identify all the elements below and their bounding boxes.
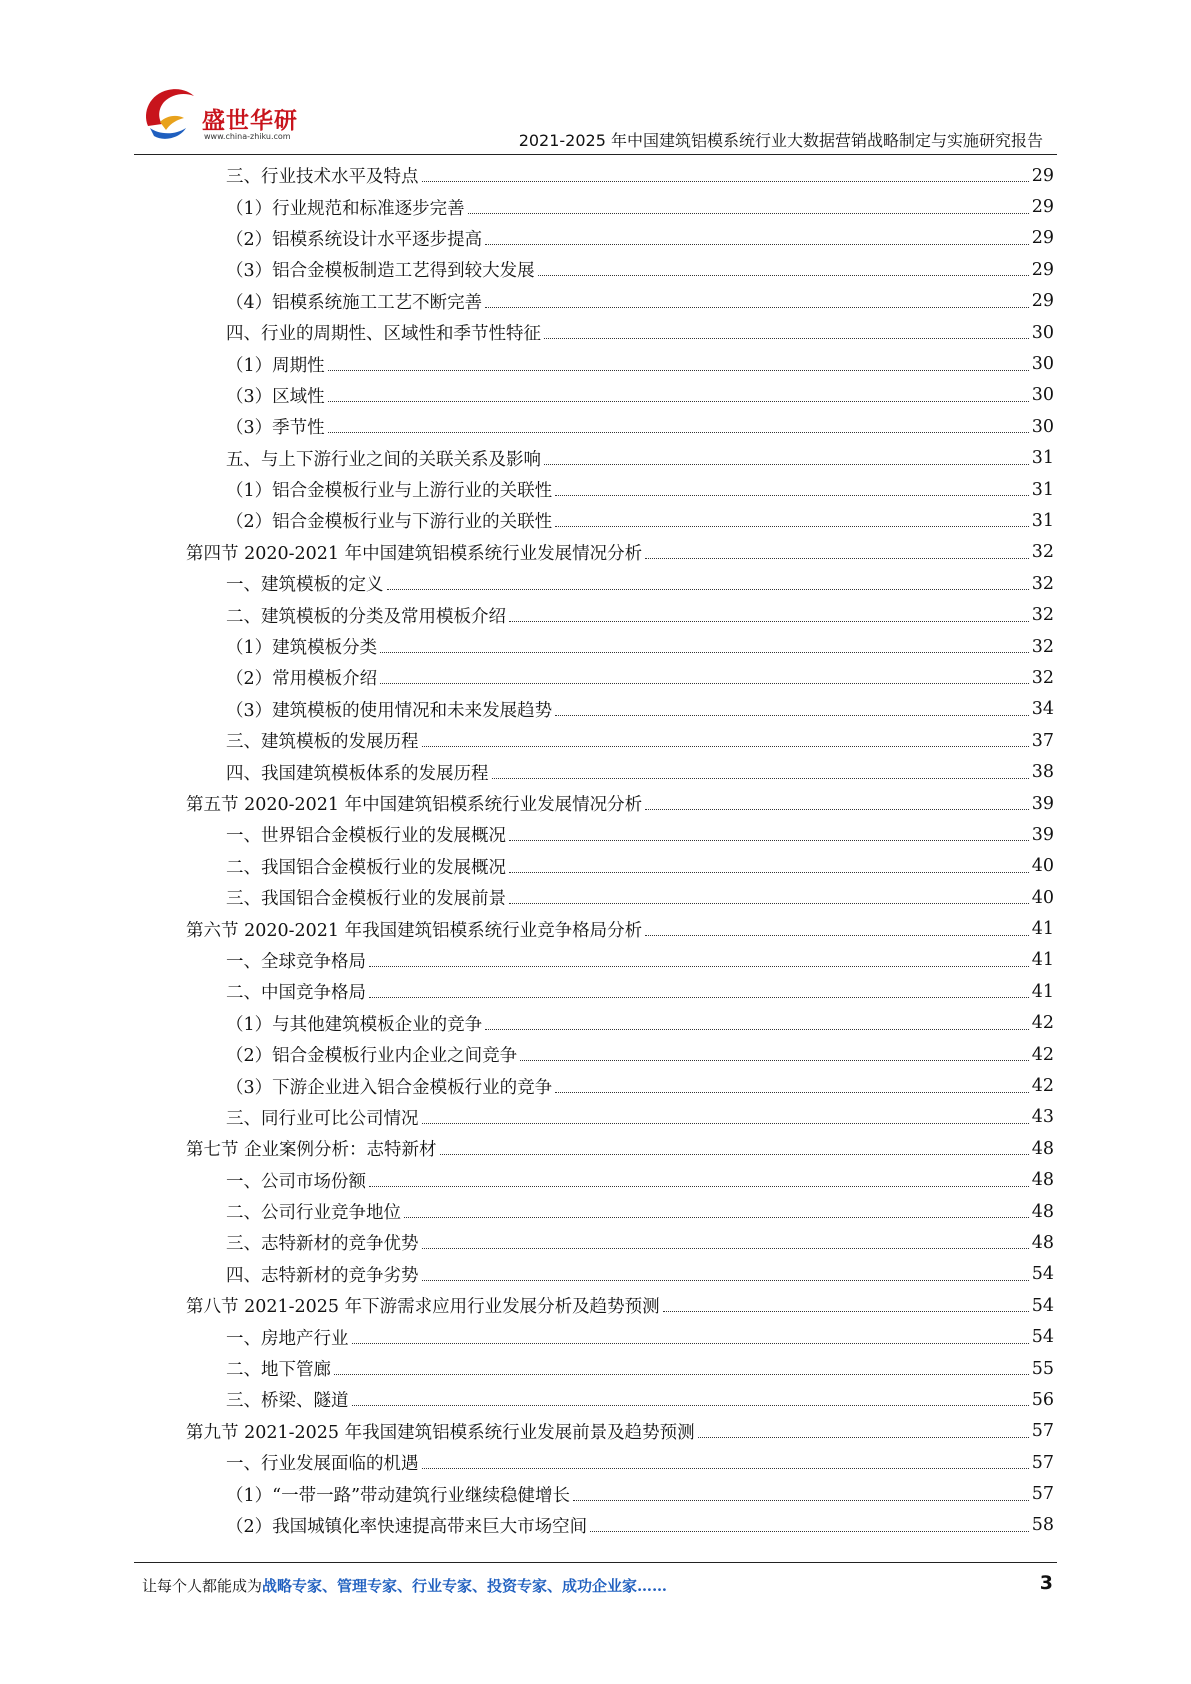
toc-entry-title: （3）建筑模板的使用情况和未来发展趋势 (226, 700, 553, 721)
toc-leader-dots (369, 1186, 1029, 1187)
toc-entry-title: （3）季节性 (226, 418, 325, 439)
toc-entry-page: 30 (1031, 322, 1054, 343)
toc-entry-title: 二、公司行业竞争地位 (226, 1203, 401, 1224)
toc-entry[interactable] (186, 1447, 1054, 1478)
toc-entry-title: 第八节 2021-2025 年下游需求应用行业发展分析及趋势预测 (186, 1297, 660, 1318)
toc-entry-page: 43 (1031, 1107, 1054, 1128)
toc-leader-dots (369, 997, 1029, 998)
toc-entry-page: 41 (1031, 950, 1054, 971)
toc-entry[interactable] (186, 1259, 1054, 1290)
footer-slogan-highlight: 战略专家、管理专家、行业专家、投资专家、成功企业家…… (262, 1577, 668, 1595)
toc-entry-page: 40 (1031, 887, 1054, 908)
toc-entry-title: 第五节 2020-2021 年中国建筑铝模系统行业发展情况分析 (186, 795, 643, 815)
toc-leader-dots (485, 1029, 1029, 1030)
toc-entry-page: 30 (1031, 385, 1054, 406)
toc-entry-page: 57 (1031, 1421, 1054, 1442)
toc-entry-page: 32 (1031, 542, 1054, 563)
toc-entry-page: 39 (1031, 793, 1054, 814)
toc-entry-page: 57 (1031, 1484, 1054, 1505)
toc-entry-title: 三、我国铝合金模板行业的发展前景 (226, 889, 506, 910)
toc-entry[interactable] (186, 1227, 1054, 1258)
toc-leader-dots (485, 307, 1029, 308)
toc-entry-page: 48 (1031, 1232, 1054, 1253)
toc-entry[interactable] (186, 694, 1054, 725)
toc-entry[interactable] (186, 1321, 1054, 1352)
toc-entry[interactable] (186, 851, 1054, 882)
toc-entry-page: 30 (1031, 416, 1054, 437)
toc-entry[interactable] (186, 191, 1054, 222)
toc-entry-title: （3）铝合金模板制造工艺得到较大发展 (226, 261, 535, 282)
toc-leader-dots (352, 1405, 1029, 1406)
toc-entry[interactable] (186, 819, 1054, 850)
toc-entry[interactable] (186, 568, 1054, 599)
toc-leader-dots (440, 1154, 1029, 1155)
toc-entry[interactable] (186, 443, 1054, 474)
toc-entry[interactable] (186, 1510, 1054, 1541)
toc-entry-title: （3）区域性 (226, 386, 325, 407)
toc-entry[interactable] (186, 1196, 1054, 1227)
toc-entry[interactable] (186, 1353, 1054, 1384)
toc-entry-title: （1）“一带一路”带动建筑行业继续稳健增长 (226, 1485, 571, 1506)
toc-entry[interactable] (186, 223, 1054, 254)
toc-entry-title: 三、建筑模板的发展历程 (226, 732, 419, 753)
toc-entry-title: 三、桥梁、隧道 (226, 1391, 349, 1412)
toc-entry-title: 一、全球竞争格局 (226, 951, 366, 972)
toc-entry-title: （2）铝合金模板行业与下游行业的关联性 (226, 512, 553, 533)
toc-leader-dots (645, 809, 1029, 810)
toc-entry-page: 39 (1031, 824, 1054, 845)
toc-leader-dots (573, 1500, 1029, 1501)
toc-entry-page: 29 (1031, 228, 1054, 249)
toc-leader-dots (352, 1343, 1029, 1344)
toc-leader-dots (555, 495, 1029, 496)
toc-entry[interactable] (186, 913, 1054, 944)
toc-leader-dots (422, 1280, 1029, 1281)
toc-entry-page: 54 (1031, 1327, 1054, 1348)
toc-leader-dots (590, 1531, 1029, 1532)
company-logo (140, 82, 320, 152)
toc-entry-title: （1）周期性 (226, 355, 325, 376)
toc-leader-dots (369, 966, 1029, 967)
toc-leader-dots (328, 370, 1029, 371)
toc-entry-title: 第七节 企业案例分析：志特新材 (186, 1140, 437, 1161)
toc-entry-title: 第九节 2021-2025 年我国建筑铝模系统行业发展前景及趋势预测 (186, 1422, 695, 1443)
toc-entry[interactable] (186, 1478, 1054, 1509)
toc-leader-dots (544, 464, 1029, 465)
toc-entry-title: （2）常用模板介绍 (226, 669, 378, 690)
toc-entry-page: 55 (1031, 1358, 1054, 1379)
toc-entry-page: 34 (1031, 699, 1054, 720)
toc-entry[interactable] (186, 756, 1054, 787)
page-number: 3 (1039, 1572, 1053, 1594)
toc-entry-title: （2）我国城镇化率快速提高带来巨大市场空间 (226, 1516, 588, 1537)
toc-leader-dots (555, 1092, 1029, 1093)
logo-swirl-icon (140, 82, 198, 144)
toc-entry[interactable] (186, 317, 1054, 348)
toc-entry[interactable] (186, 599, 1054, 630)
toc-leader-dots (544, 338, 1029, 339)
toc-entry-page: 37 (1031, 730, 1054, 751)
toc-entry[interactable] (186, 882, 1054, 913)
toc-entry-page: 32 (1031, 573, 1054, 594)
toc-leader-dots (422, 746, 1029, 747)
toc-leader-dots (328, 432, 1029, 433)
toc-entry-title: （1）铝合金模板行业与上游行业的关联性 (226, 481, 553, 502)
toc-entry-title: （1）与其他建筑模板企业的竞争 (226, 1014, 483, 1035)
toc-leader-dots (509, 621, 1029, 622)
toc-entry[interactable] (186, 1384, 1054, 1415)
report-title: 2021-2025 年中国建筑铝模系统行业大数据营销战略制定与实施研究报告 (518, 131, 1043, 150)
toc-entry-title: 四、志特新材的竞争劣势 (226, 1265, 419, 1286)
toc-entry-page: 58 (1031, 1515, 1054, 1536)
toc-leader-dots (509, 840, 1029, 841)
toc-entry-title: 二、地下管廊 (226, 1360, 331, 1381)
toc-entry-page: 29 (1031, 259, 1054, 280)
toc-entry[interactable] (186, 286, 1054, 317)
toc-entry-page: 41 (1031, 919, 1054, 940)
toc-entry[interactable] (186, 474, 1054, 505)
toc-entry-page: 32 (1031, 667, 1054, 688)
header-divider (134, 154, 1057, 155)
toc-leader-dots (422, 1123, 1029, 1124)
toc-leader-dots (380, 683, 1029, 684)
toc-entry-title: （1）建筑模板分类 (226, 638, 378, 659)
toc-entry-page: 41 (1031, 981, 1054, 1002)
toc-entry-page: 56 (1031, 1389, 1054, 1410)
toc-leader-dots (387, 589, 1029, 590)
toc-entry-title: 三、行业技术水平及特点 (226, 167, 419, 188)
toc-entry-page: 29 (1031, 165, 1054, 186)
toc-entry-page: 30 (1031, 354, 1054, 375)
toc-leader-dots (492, 778, 1029, 779)
toc-entry-title: 二、我国铝合金模板行业的发展概况 (226, 857, 506, 878)
toc-leader-dots (380, 652, 1029, 653)
toc-entry[interactable] (186, 725, 1054, 756)
toc-entry-title: （1）行业规范和标准逐步完善 (226, 198, 465, 219)
toc-entry[interactable] (186, 160, 1054, 191)
toc-entry-title: 第四节 2020-2021 年中国建筑铝模系统行业发展情况分析 (186, 543, 643, 564)
toc-entry-title: 二、中国竞争格局 (226, 983, 366, 1004)
toc-leader-dots (698, 1437, 1029, 1438)
toc-leader-dots (485, 244, 1029, 245)
toc-entry-title: （2）铝合金模板行业内企业之间竞争 (226, 1046, 518, 1067)
toc-entry-title: 四、我国建筑模板体系的发展历程 (226, 763, 489, 784)
footer-divider (134, 1562, 1057, 1563)
logo-name: 盛世华研 (202, 108, 298, 134)
toc-entry-page: 42 (1031, 1076, 1054, 1097)
toc-entry-page: 29 (1031, 197, 1054, 218)
toc-entry[interactable] (186, 537, 1054, 568)
toc-entry-page: 48 (1031, 1201, 1054, 1222)
toc-entry-title: 三、同行业可比公司情况 (226, 1108, 419, 1129)
toc-entry-title: 第六节 2020-2021 年我国建筑铝模系统行业竞争格局分析 (186, 920, 643, 941)
toc-entry-page: 40 (1031, 856, 1054, 877)
toc-entry[interactable] (186, 631, 1054, 662)
toc-entry[interactable] (186, 254, 1054, 285)
toc-leader-dots (509, 903, 1029, 904)
toc-entry[interactable] (186, 380, 1054, 411)
toc-entry[interactable] (186, 662, 1054, 693)
toc-entry[interactable] (186, 976, 1054, 1007)
toc-entry-page: 48 (1031, 1170, 1054, 1191)
toc-leader-dots (422, 1248, 1029, 1249)
toc-entry-title: 一、房地产行业 (226, 1328, 349, 1349)
toc-entry-page: 48 (1031, 1138, 1054, 1159)
toc-leader-dots (555, 526, 1029, 527)
toc-entry-page: 57 (1031, 1452, 1054, 1473)
toc-leader-dots (509, 872, 1029, 873)
toc-entry-page: 32 (1031, 636, 1054, 657)
toc-entry-title: （4）铝模系统施工工艺不断完善 (226, 292, 483, 313)
toc-entry[interactable] (186, 348, 1054, 379)
toc-leader-dots (645, 558, 1029, 559)
toc-entry[interactable] (186, 1008, 1054, 1039)
toc-leader-dots (422, 1468, 1029, 1469)
toc-leader-dots (555, 715, 1029, 716)
page-header (0, 0, 1191, 160)
toc-entry[interactable] (186, 1165, 1054, 1196)
toc-leader-dots (645, 935, 1029, 936)
toc-entry[interactable] (186, 788, 1054, 819)
toc-leader-dots (422, 181, 1029, 182)
toc-leader-dots (520, 1060, 1029, 1061)
toc-entry-title: 五、与上下游行业之间的关联关系及影响 (226, 449, 541, 470)
toc-entry-title: 一、世界铝合金模板行业的发展概况 (226, 826, 506, 847)
toc-entry-page: 32 (1031, 605, 1054, 626)
toc-entry-page: 42 (1031, 1013, 1054, 1034)
toc-leader-dots (538, 275, 1029, 276)
toc-entry[interactable] (186, 1290, 1054, 1321)
toc-entry-title: 三、志特新材的竞争优势 (226, 1234, 419, 1255)
toc-entry-page: 38 (1031, 762, 1054, 783)
footer-slogan (142, 1575, 667, 1596)
toc-entry-page: 54 (1031, 1264, 1054, 1285)
toc-entry-title: 四、行业的周期性、区域性和季节性特征 (226, 324, 541, 345)
toc-entry-page: 29 (1031, 291, 1054, 312)
toc-entry-page: 42 (1031, 1044, 1054, 1065)
toc-entry-title: 一、公司市场份额 (226, 1171, 366, 1192)
toc-entry-page: 31 (1031, 510, 1054, 531)
toc-entry-title: 一、建筑模板的定义 (226, 575, 384, 596)
toc-entry-title: 二、建筑模板的分类及常用模板介绍 (226, 606, 506, 627)
toc-entry[interactable] (186, 505, 1054, 536)
footer-slogan-lead: 让每个人都能成为 (142, 1577, 263, 1595)
toc-entry-page: 31 (1031, 448, 1054, 469)
toc-leader-dots (334, 1374, 1029, 1375)
toc-entry[interactable] (186, 1102, 1054, 1133)
toc-entry[interactable] (186, 411, 1054, 442)
toc-entry-title: （3）下游企业进入铝合金模板行业的竞争 (226, 1077, 553, 1098)
toc-entry-title: 一、行业发展面临的机遇 (226, 1454, 419, 1475)
table-of-contents (186, 160, 1054, 1541)
toc-entry-page: 31 (1031, 479, 1054, 500)
toc-leader-dots (468, 213, 1029, 214)
toc-entry[interactable] (186, 1039, 1054, 1070)
toc-leader-dots (663, 1311, 1029, 1312)
toc-leader-dots (328, 401, 1029, 402)
toc-entry-page: 54 (1031, 1295, 1054, 1316)
logo-url: www.china-zhiku.com (204, 132, 291, 141)
toc-leader-dots (404, 1217, 1029, 1218)
toc-entry[interactable] (186, 1070, 1054, 1101)
toc-entry-title: （2）铝模系统设计水平逐步提高 (226, 229, 483, 250)
toc-entry[interactable] (186, 945, 1054, 976)
toc-entry[interactable] (186, 1133, 1054, 1164)
toc-entry[interactable] (186, 1416, 1054, 1447)
